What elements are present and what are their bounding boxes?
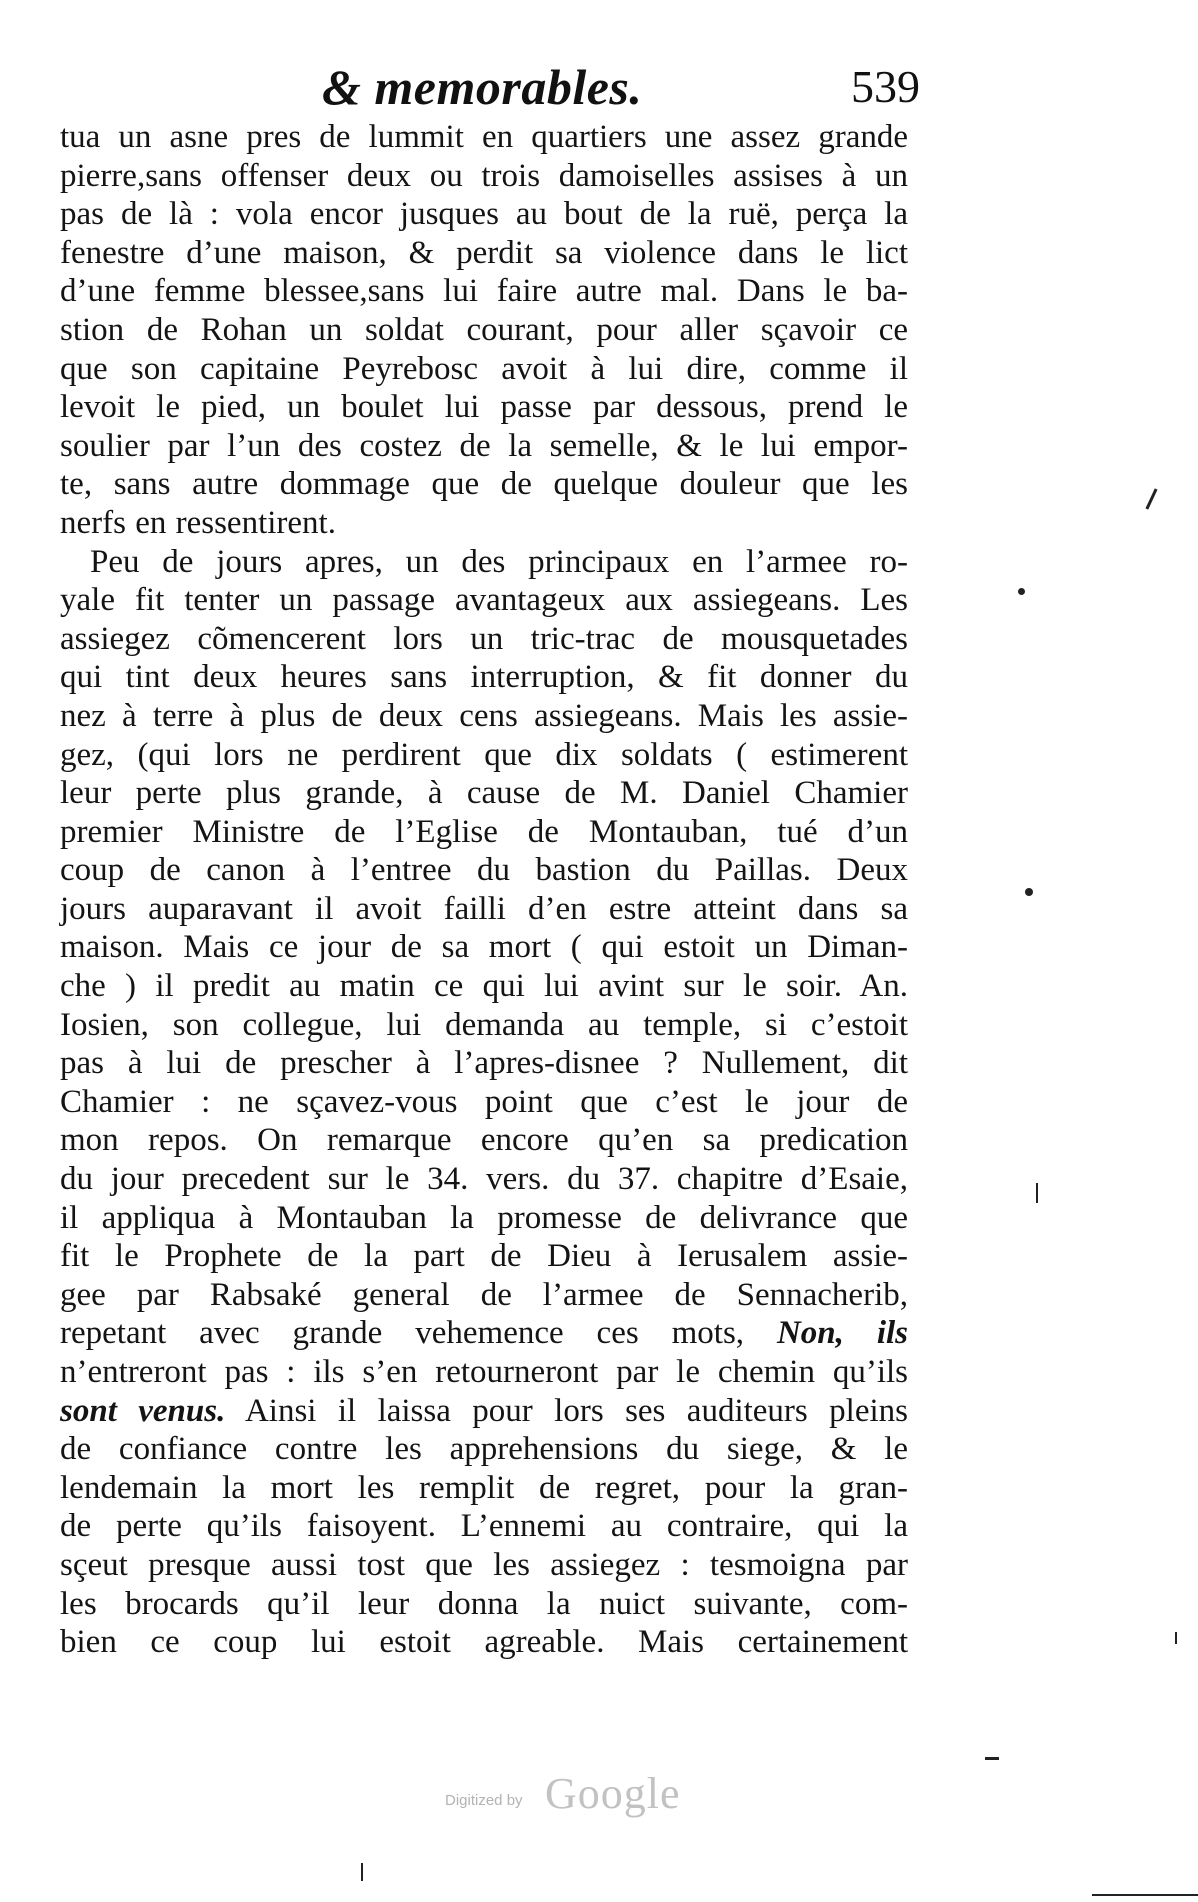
- digitized-by-text: Digitized by: [445, 1792, 523, 1809]
- text-line: Chamier : ne sçavez-vous point que c’est le jour de: [60, 1083, 908, 1120]
- text-line: leur perte plus grande, à cause de M. Daniel Chamier: [60, 775, 908, 812]
- running-title: & memorables.: [322, 59, 643, 115]
- text-line: Iosien, son collegue, lui demanda au temple, si c’estoit: [60, 1006, 908, 1043]
- text-line: sçeut presque aussi tost que les assiegez : tesmoigna par: [60, 1546, 908, 1583]
- text-line: il appliqua à Montauban la promesse de delivrance que: [60, 1199, 908, 1236]
- scan-speck: [1092, 1894, 1198, 1896]
- text-line: lendemain la mort les remplit de regret, pour la gran-: [60, 1469, 908, 1506]
- text-line: pas de là : vola encor jusques au bout de la ruë, perça la: [60, 196, 908, 233]
- scan-speck: [1018, 588, 1025, 595]
- text-line: mon repos. On remarque encore qu’en sa predication: [60, 1122, 908, 1159]
- text-line: coup de canon à l’entree du bastion du Paillas. Deux: [60, 852, 908, 889]
- italic-quote-line: n’entreront pas : ils s’en retourneront par le chemin qu’ils: [60, 1354, 908, 1390]
- page-number: 539: [851, 61, 920, 112]
- text-line: bien ce coup lui estoit agreable. Mais certainement: [60, 1624, 908, 1661]
- body-text: [60, 118, 908, 1662]
- text-fragment: Ainsi il laissa pour lors ses auditeurs pleins: [244, 1392, 908, 1429]
- text-line: d’une femme blessee,sans lui faire autre mal. Dans le ba-: [60, 273, 908, 310]
- text-line: nez à terre à plus de deux cens assiegeans. Mais les assie-: [60, 697, 908, 734]
- text-line: qui tint deux heures sans interruption, & fit donner du: [60, 659, 908, 696]
- text-line: yale fit tenter un passage avantageux aux assiegeans. Les: [60, 582, 908, 619]
- text-line: de confiance contre les apprehensions du siege, & le: [60, 1431, 908, 1468]
- text-fragment: repetant avec grande vehemence ces mots,: [60, 1315, 745, 1352]
- text-line: nerfs en ressentirent.: [60, 504, 336, 541]
- text-line: te, sans autre dommage que de quelque douleur que les: [60, 466, 908, 503]
- text-line: assiegez cõmencerent lors un tric-trac de mousquetades: [60, 620, 908, 657]
- text-line: du jour precedent sur le 34. vers. du 37. chapitre d’Esaie,: [60, 1161, 908, 1198]
- text-line: gez, (qui lors ne perdirent que dix soldats ( estimerent: [60, 736, 908, 773]
- digitization-watermark: [445, 1768, 745, 1828]
- paragraph-start-line: Peu de jours apres, un des principaux en l’armee ro-: [90, 543, 908, 580]
- italic-quote: sont venus.: [60, 1392, 226, 1429]
- google-logo: Google: [545, 1769, 681, 1818]
- text-line-with-quote: [60, 1392, 908, 1431]
- text-line: pierre,sans offenser deux ou trois damoiselles assises à un: [60, 157, 908, 194]
- scan-speck: [1025, 888, 1033, 896]
- text-line: gee par Rabsaké general de l’armee de Sennacherib,: [60, 1276, 908, 1313]
- scan-speck: [985, 1757, 999, 1760]
- text-line: pas à lui de prescher à l’apres-disnee ? Nullement, dit: [60, 1045, 908, 1082]
- text-line: soulier par l’un des costez de la semelle, & le lui empor-: [60, 427, 908, 464]
- text-line: jours auparavant il avoit failli d’en estre atteint dans sa: [60, 890, 908, 927]
- text-line: maison. Mais ce jour de sa mort ( qui estoit un Diman-: [60, 929, 908, 966]
- scan-speck: [1036, 1183, 1038, 1203]
- text-line: levoit le pied, un boulet lui passe par dessous, prend le: [60, 389, 908, 426]
- text-line: stion de Rohan un soldat courant, pour aller sçavoir ce: [60, 311, 908, 348]
- page-header: [60, 58, 920, 118]
- text-line: tua un asne pres de lummit en quartiers une assez grande: [60, 119, 908, 155]
- text-line: fenestre d’une maison, & perdit sa violence dans le lict: [60, 234, 908, 271]
- text-line: che ) il predit au matin ce qui lui avint sur le soir. An.: [60, 968, 908, 1005]
- text-line: les brocards qu’il leur donna la nuict suivante, com-: [60, 1585, 908, 1622]
- scan-speck: [1175, 1632, 1177, 1644]
- text-line: premier Ministre de l’Eglise de Montauban, tué d’un: [60, 813, 908, 850]
- scan-speck: [1145, 488, 1157, 509]
- text-line: que son capitaine Peyrebosc avoit à lui dire, comme il: [60, 350, 908, 387]
- text-line-with-quote: [60, 1314, 908, 1353]
- scan-speck: [361, 1863, 363, 1881]
- text-line: fit le Prophete de la part de Dieu à Ierusalem assie-: [60, 1238, 908, 1275]
- text-line: de perte qu’ils faisoyent. L’ennemi au contraire, qui la: [60, 1508, 908, 1545]
- italic-quote: Non, ils: [776, 1315, 908, 1352]
